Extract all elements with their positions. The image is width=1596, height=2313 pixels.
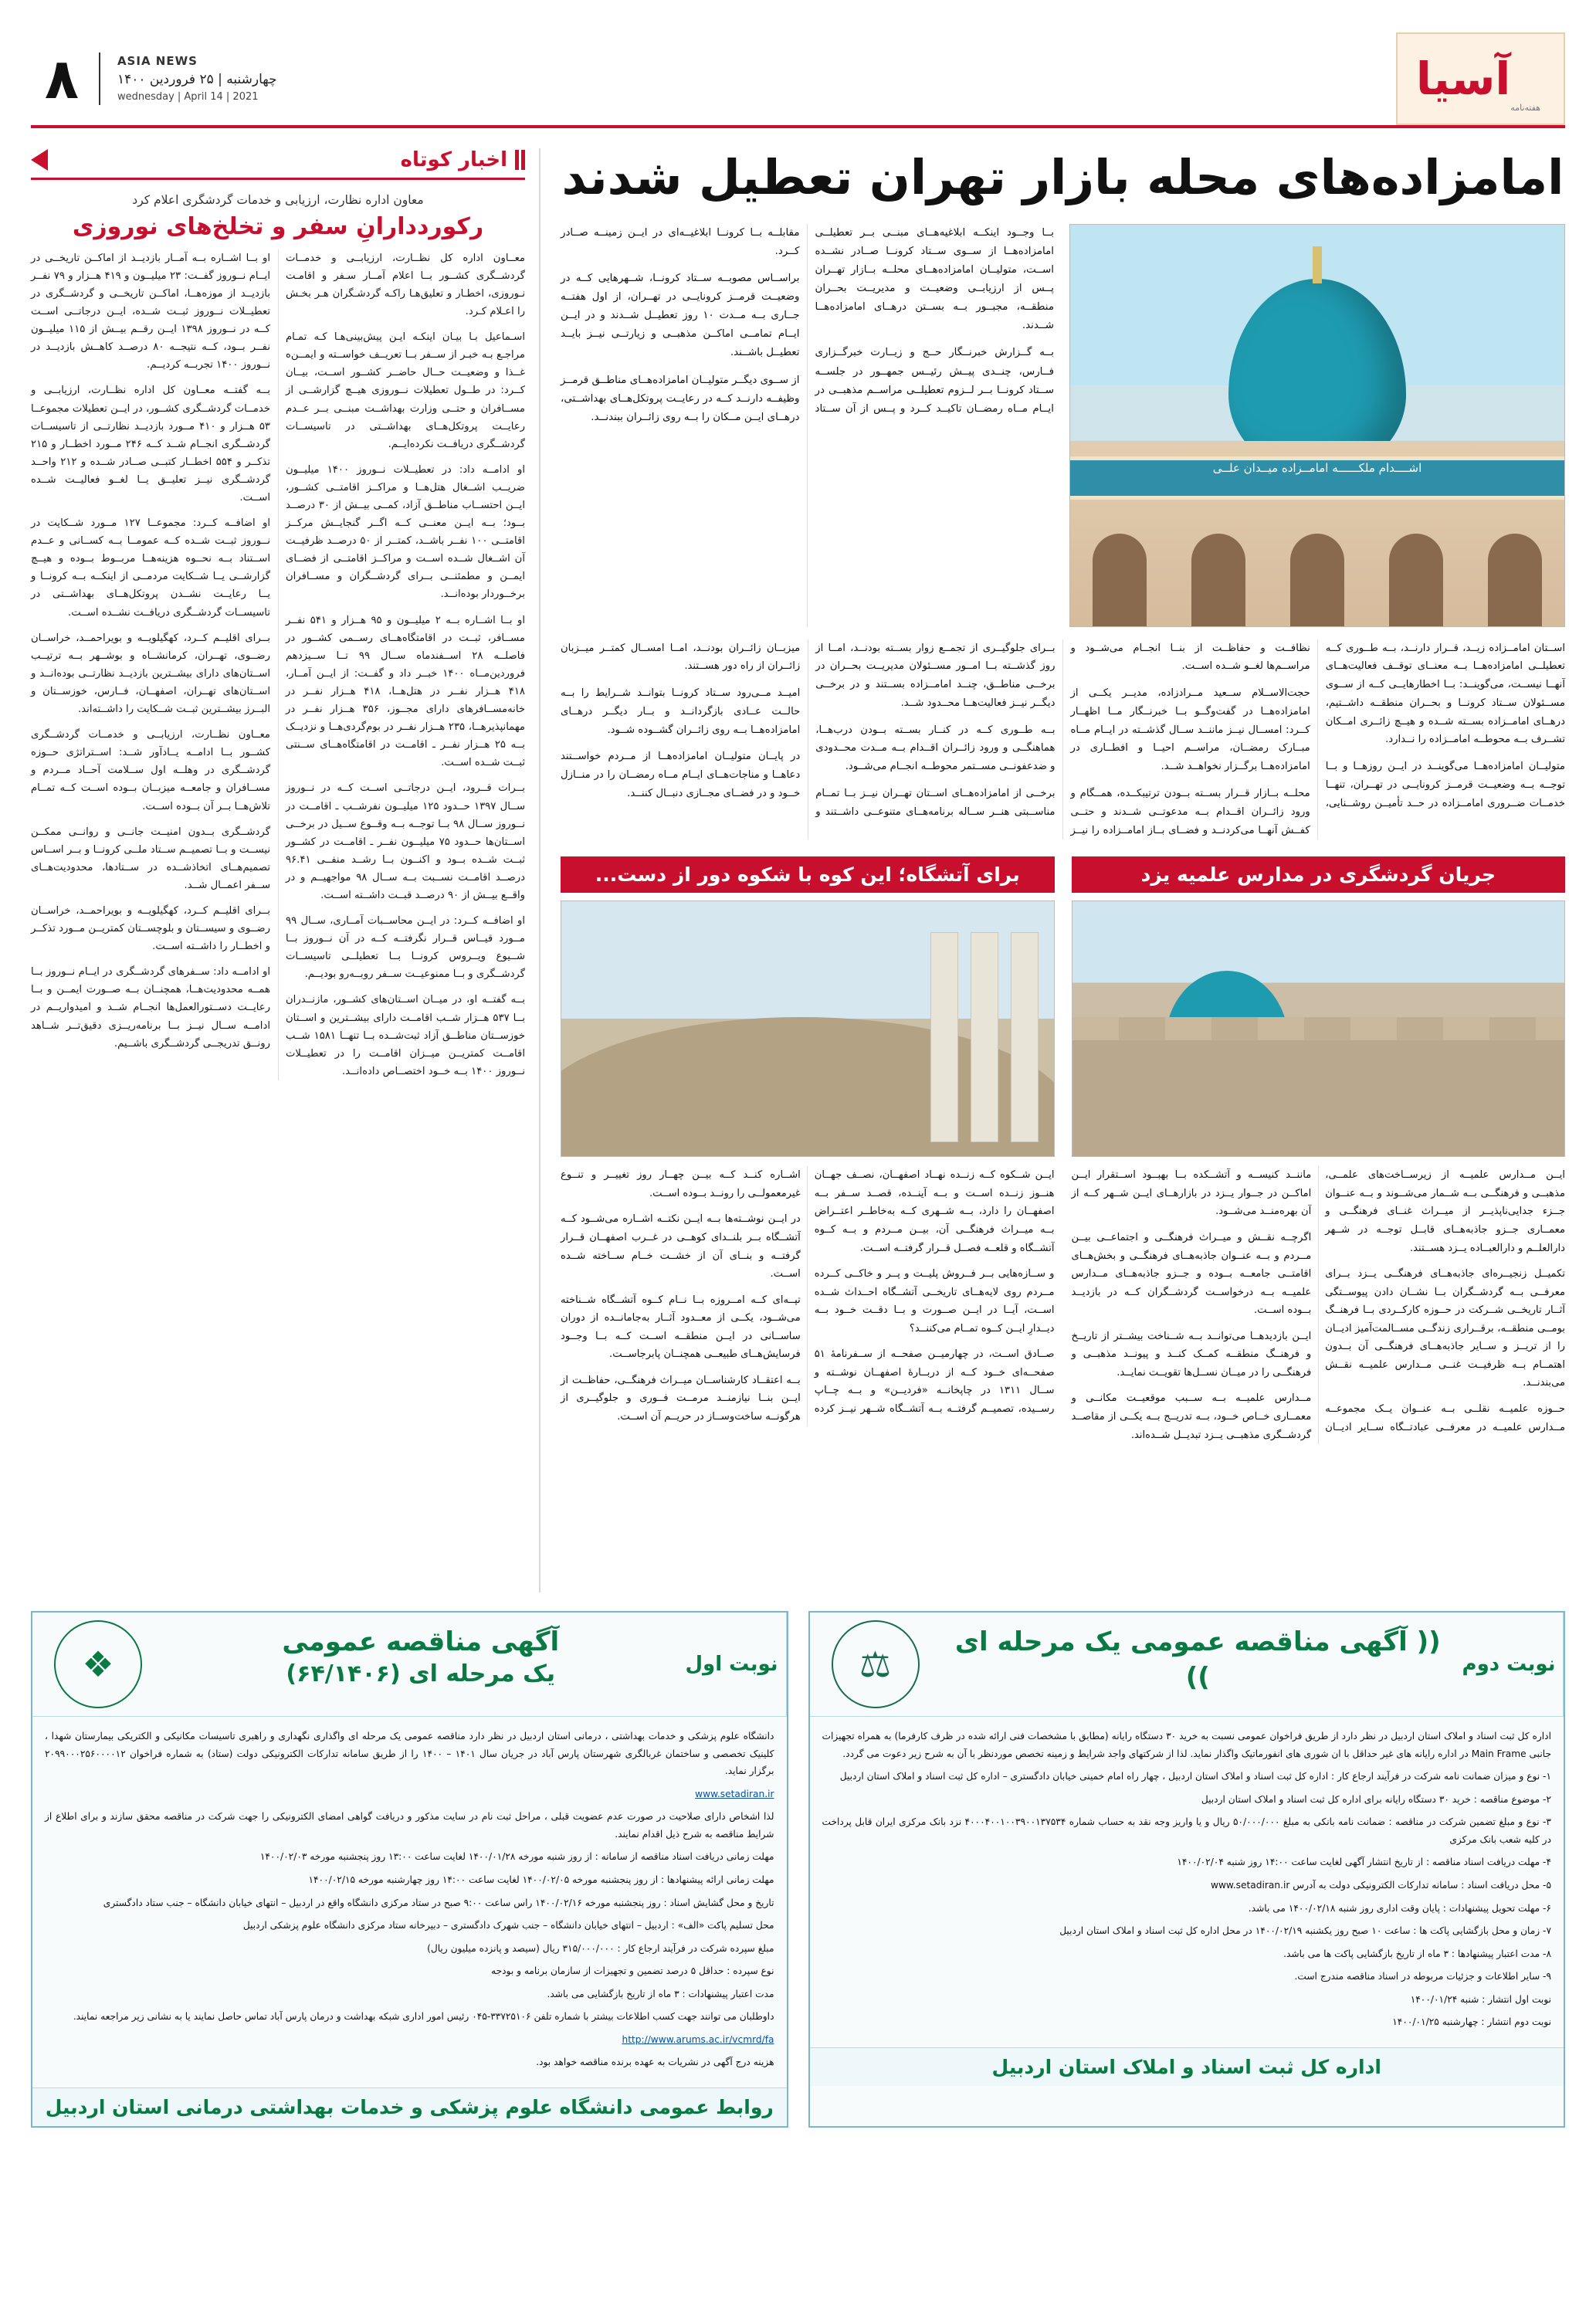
ad-para: ۹- سایر اطلاعات و جزئیات مربوطه در اسناد مناقصه مندرج است. (1294, 1971, 1551, 1982)
rail-para: بــرات قــرود، ایــن درجاتــی اســت کــه در نــوروز ســال ۱۳۹۷ حــدود ۱۲۵ میلیــون نفرشــب ـ اقامــت در نــوروز ســال ۹۸ بــا توجــه بــه وقــوع ســیل در برخــی اســتان‌ها حــدود ۷۵ میلیــون نفــر ـ اقامــت در کشــور ثبــت شــده بــود و اکنــون بــا رشــد منفــی ۹۶.۴۱ درصــد اقامــت نســبت بــه ســال ۹۸ مواجهیــم و در واقــع بیــش از ۹۰ درصــد قبــت داشــته اســت. (286, 782, 526, 901)
lead-article (561, 224, 1565, 627)
ad-round-label: نوبت دوم (1455, 1613, 1564, 1716)
english-title: ASIA NEWS (117, 54, 198, 69)
english-date: wednesday | April 14 | 2021 (117, 91, 259, 103)
masthead-right (31, 32, 277, 125)
story-para: ایــن شــکوه کــه زنــده نهــاد اصفهــان، نصــف جهــان هنــوز زنــده اســت و بــه آینــده، قصــد ســفر بــه اصفهــان را دارد، بــه شــهری کــه به‌خاطــر اعتــراض بــه میــراث فرهنگــی آن، بیــن مــردم و بــه کــوه آتشــگاه و قلعــه فصــل قــرار گرفتــه اســت. (814, 1169, 1055, 1254)
story-para: در ایــن نوشــته‌ها بــه ایــن نکتــه اشــاره می‌شــود کــه آتشــگاه بــر بلنــدای کوهــی در غــرب اصفهــان قــرار گرفتــه و بنــای آن از خشــت خــام ســاخته شــده اســت. (561, 1213, 801, 1280)
lead-para: اســتان امامــزاده زیــد، قــرار دارنــد، بــه طــوری کــه تعطیلــی امامزاده‌هــا بــه معنــای توقــف فعالیت‌هــای آنهــا نیســت، می‌گوینــد: بــا اخطارهایــی کــه از ســوی مســئولان ســتاد کرونــا و بحــران منطقــه داشــتیم، درهــای امامــزاده بســته شــده و هیــچ زائــری امــکان تشــرف بــه محوطــه امامــزاده را نــدارد. (1325, 642, 1565, 746)
setadiran-link[interactable]: www.setadiran.ir (695, 1788, 774, 1799)
lead-continuation (561, 639, 1565, 840)
rail-para: معــاون اداره کل نظــارت، ارزیابــی و خدمــات گردشــگری کشــور بــا اعلام آمــار سـفر و اقامـت نـوروزی، اخطـار و تعلیق‌هـا راکـه گردشـگران هـر بخـش را اعـلام کـرد. (286, 252, 525, 318)
rail-para: اسـماعیل بـا بیـان اینکـه ایـن پیش‌بینی‌هـا کـه تمـام مراجـع بـه خبـر از ســفر بــا تعریــف خواســته و ایمــن‌ه غــذا و وضعیــت حــال حاضــر کشــور اســت، بیــان کــرد: در طــول تعطیلات نــوروزی هیــچ گزارشــی از مســافران و حتــی وزارت بهداشــت مبنــی بــر عــدم رعایــت پروتکل‌هــای بهداشــتی در تاسیســات گردشــگری دریافــت نکرده‌ایــم. (286, 331, 525, 450)
rail-para: او بــا اشــاره بــه آمــار بازدیــد از اماکــن تاریخــی در ایــام نــوروز گفــت: ۲۳ میلیــون و ۴۱۹ هــزار و ۷۹ نفــر بازدیــد از موزه‌هــا، اماکــن تاریخــی و گردشــگری در تعطیــلات نــوروز ثبــت شــده، ایــن درجاتــی اســت کــه در نــوروز ۱۳۹۸ ایــن رقــم بیــش از ۱۱۵ میلیــون نفــر بــود، کــه نتیجــه ۸۰ درصــد کاهــش بازدیــد در نــوروز ۱۴۰۰ تجربــه کردیــم. (31, 252, 270, 371)
rail-kicker: معاون اداره نظارت، ارزیابی و خدمات گردشگری اعلام کرد (132, 193, 424, 207)
ad-para: تاریخ و محل گشایش اسناد : روز پنجشنبه مورخه ۱۴۰۰/۰۲/۱۶ راس ساعت ۹:۰۰ صبح در ستاد مرکزی دانشگاه واقع در اردبیل – انتهای خیابان دانشگاه – جنب ستاد دادگستری (103, 1897, 774, 1908)
logo-wordmark: آسیا (1415, 53, 1511, 105)
ad-title (164, 1613, 678, 1716)
ad-para (45, 2031, 774, 2049)
story-para: تپــه‌ای کــه امــروزه بــا نــام کــوه آتشــگاه شــناخته می‌شــود، یکــی از معــدود آثــار به‌جامانــده از دوران ساســانی در ایــن منطقــه اســت کــه بــا وجــود فرسایش‌هــای طبیعــی همچنــان پابرجاســت. (561, 1294, 801, 1361)
ad-para: ۲- موضوع مناقصه : خرید ۳۰ دستگاه رایانه برای اداره کل ثبت اسناد و املاک استان اردبیل (1201, 1793, 1551, 1805)
columns-shape (930, 932, 1039, 1142)
photo-caption: اشــــدام ملکــــــه امامــزاده میــدان علــی (1212, 460, 1422, 475)
lead-para: برخــی از امامزاده‌هــای اســتان تهــران نیــز بــا تمــام مناســبتی هنــر ســاله برنامه‌هــای متنوعــی داشــتند و میزبــان زائــران بودنــد، امــا امســال کمتــر میــزبان زائــران از راه دور هســتند. (561, 642, 1056, 818)
lead-headline: امامزاده‌های محله بازار تهران تعطیل شدند (561, 149, 1564, 205)
ad-title-line1: آگهی مناقصه عمومی (282, 1626, 560, 1657)
ad-para: مهلت زمانی ارائه پیشنهادها : از روز پنجشنبه مورخه ۱۴۰۰/۰۲/۰۵ لغایت ساعت ۱۴:۰۰ روز چهارشنبه مورخه ۱۴۰۰/۰۲/۱۵ (308, 1874, 774, 1885)
ad-para: لذا اشخاص دارای صلاحیت در صورت عدم عضویت قبلی ، مراحل ثبت نام در سایت مذکور و دریافت گواهی امضای الکترونیکی را جهت شرکت در مناقصه محقق سازند و برای اطلاع از شرایط مناقصه به شرح ذیل اقدام نمایند. (45, 1811, 774, 1840)
persian-date: چهارشنبه | ۲۵ فروردین ۱۴۰۰ (117, 71, 277, 87)
ad-para: محل تسلیم پاکت «الف» : اردبیل – انتهای خیابان دانشگاه – جنب شهرک دادگستری – دبیرخانه ستاد مرکزی دانشگاه علوم پزشکی اردبیل (242, 1920, 774, 1931)
rail-para: معــاون نظــارت، ارزیابــی و خدمــات گردشــگری کشــور بــا ادامــه یــادآور شــد: اســتراتژی حــوزه گردشــگری در وهلــه اول ســلامت آحــاد مــردم و مســافران و جامعــه میزبــان بــوده اســت کــه تمــام تلاش‌هــا بــر آن بــوده اســت. (31, 729, 270, 812)
lead-para: بــه گــزارش خبرنــگار حــج و زیــارت خبرگــزاری فــارس، چنــدی پیــش رئیــس جمهــور در جلســه ســتاد کرونــا بــر لــزوم تعطیلــی مراســم مذهبــی در ایــام مــاه رمضــان تاکیــد کــرد و پــس از آن ســتاد مقابلــه بــا کرونــا ابلاغیــه‌ای در ایــن زمینــه صــادر کــرد. (561, 226, 1054, 415)
lead-para: حجت‌الاســلام ســعید مــرادزاده، مدیــر یکــی از امامزاده‌هــا در گفت‌وگــو بــا خبرنــگار مــا اظهــار کــرد: امســال نیــز ماننــد ســال گذشــته در ایــام مــاه مبــارک رمضــان، مراســم احیــا و افطــاری در امامزاده‌هــا برگــزار نخواهــد شــد. (1070, 687, 1310, 773)
story-para: صــادق اســت، در چهارمیــن صفحــه از ســفرنامهٔ ۵۱ صفحــه‌ای خــود کــه از دربــارهٔ اصفهــان نوشــته و ســال ۱۳۱۱ در چاپخانــه «فردیــن» و بــه چــاپ رســیده، تصمیــم گرفتــه بــه آتشــگاه شــهر نیــز کرده اشــاره کنــد کــه بیــن چهــار روز تغییــر و تنــوع غیرمعمولــی را رونــد بــوده اســت. (561, 1169, 1055, 1416)
ad-sabt-asnad (808, 1611, 1566, 2128)
lead-para: بــا وجــود اینکــه ابلاغیه‌هــای مبنــی بــر تعطیلــی امامزاده‌هــا از ســوی ســتاد کرونــا صــادر نشــده اســت، متولیــان امامزاده‌هــای محلــه بــازار تهــران پــس از ارزیابــی وضعیــت و مدیریــت بحــران منطقــه، مجبــور بــه بســتن درهــای امامزاده‌هــا شــدند. (815, 226, 1054, 332)
ad-para: نوبت اول انتشار : شنبه ۱۴۰۰/۰۱/۲۴ (1410, 1993, 1551, 2005)
rail-para: او اضافــه کــرد: مجموعــا ۱۲۷ مــورد شــکایت در نــوروز ثبــت شــده کــه عمومــا بــه کســانی و عــدم اســتناد بــه نحــوه هزینه‌هــا مربــوط بــوده و هیــچ گزارشــی یــا شــکایت مردمــی از اینکــه بــه کرونــا و یــا رعایــت نشــدن پروتکل‌هــای بهداشــتی در تاسیســات گردشــگری دریافــت نشــده اســت. (31, 517, 271, 619)
story-body (561, 1166, 1055, 1426)
ad-header (32, 1613, 787, 1717)
ad-para: مدت اعتبار پیشنهادات : ۳ ماه از تاریخ بازگشایی می باشد. (547, 1988, 774, 1999)
publication-logo (1396, 32, 1565, 125)
ad-para: مهلت زمانی دریافت اسناد مناقصه از سامانه : از روز شنبه مورخه ۱۴۰۰/۰۱/۲۸ لغایت ساعت ۱۳:۰۰ روز پنجشنبه مورخه ۱۴۰۰/۰۲/۰۳ (259, 1851, 774, 1863)
ad-para: اداره کل ثبت اسناد و املاک استان اردبیل در نظر دارد از طریق فراخوان عمومی نسبت به خرید ۳۰ دستگاه رایانه (مطابق با مشخصات فنی ارائه شده در ظرف کارفرما) به همراه تجهیزات جانبی Main Frame در اداره رایانه های غیر حداقل با ان شوری های انفورماتیک واگذار نماید. لذا از شرکتهای واجد شرایط و زمینه تخصص موردنظر با آن به شرح زیر دعوت می گردد. (822, 1731, 1551, 1759)
arums-link[interactable]: http://www.arums.ac.ir/vcmrd/fa (622, 2033, 774, 2045)
justice-scales-icon: ⚖ (832, 1620, 920, 1708)
rail-para: بــه گفتــه معــاون کل اداره نظــارت، ارزیابــی و خدمــات گردشــگری کشــور، در ایــن تعطیلات مجموعــا ۵۳ هــزار و ۴۱۰ مــورد بازدیــد نظارتــی از تاسیســات گردشــگری انجــام شــد کــه ۲۴۶ مــورد اخطــار و ۲۱۵ تذکــر و ۵۵۴ اخطــار کتبــی صــادر شــده و ۲۱۲ واحــد گردشــگری نیــز تعلیــق یــا لغــو فعالیــت شــده اســت. (31, 385, 271, 504)
lead-photo-wrap (1071, 224, 1565, 627)
main-column (561, 148, 1565, 1592)
rail-para: او ادامــه داد: ســفرهای گردشــگری در ایــام نــوروز بــا همــه محدودیت‌هــا، همچنــان بــه صــورت ایمــن و بــا رعایــت دســتورالعمل‌ها انجــام شــد و امیدواریــم در ادامــه ســال نیــز بــا برنامه‌ریــزی دقیق‌تــر شــاهد رونــق تدریجــی گردشــگری باشــیم. (31, 966, 270, 1050)
masthead-spacer (277, 32, 1396, 125)
date-block (99, 53, 277, 105)
secondary-stories (561, 856, 1565, 1444)
section-bars-icon (515, 150, 525, 170)
ad-footer: اداره کل ثبت اسناد و املاک استان اردبیل (810, 2047, 1564, 2086)
rail-para: گردشــگری بــدون امنیــت جانــی و روانــی ممکــن نیســت و بــا تصمیــم ســتاد ملــی کرونــا و بــر اســاس تصمیم‌هــای اتخاذشــده در ســتادها، محدودیت‌هــای ســفر اعمــال شــد. (31, 826, 270, 891)
lead-text (561, 224, 1054, 627)
newspaper-page (0, 32, 1596, 2313)
story-yazd (1072, 856, 1566, 1444)
ad-seal-wrap (32, 1613, 164, 1716)
short-news-rail (31, 148, 540, 1592)
ad-seal-wrap (810, 1613, 941, 1716)
story-fire-temple (561, 856, 1055, 1444)
rail-para: بــرای اقلیــم کــرد، کهگیلویــه و بویراحمــد، خراســان رضــوی، تهــران، کرمانشــاه و بوشــهر بــه ترتیــب اســتان‌های دارای بیشــترین بازدیــد نظارتــی بوده‌انــد و اســتان‌های تهــران، اصفهــان، فــارس، خوزســتان و البــرز بیشــترین ثبــت شــکایت را داشــته‌اند. (31, 632, 270, 716)
story-para: اگرچــه نقــش و میــراث فرهنگــی و اجتماعــی بیــن مــردم و بــه عنــوان جاذبه‌هــای فرهنگــی و بخش‌هــای اقامتــی جامعــه بــوده و جــزو جاذبه‌هــای مــدارس علمیــه بــه درخواســت گردشــگران کــه در بازدیــد بــوده اســت. (1071, 1231, 1312, 1317)
page-content (31, 148, 1565, 1592)
mosque-photo (1069, 224, 1565, 627)
rail-body (31, 249, 525, 1080)
page-number: ۸ (45, 46, 79, 111)
ad-para: ۶- مهلت تحویل پیشنهادات : پایان وقت اداری روز شنبه ۱۴۰۰/۰۲/۱۸ می باشد. (1248, 1902, 1551, 1914)
logo-subtitle: هفته‌نامه (1510, 103, 1541, 113)
story-para: و ســازه‌هایی بــر فــروش پلیــت و پــر و خاکــی کــرده مــردم روی لایه‌هــای تاریخــی آتشــگاه احــداث شــده اســت، آیــا در ایــن صــورت و بــا دقــت خــود بــه دیــدارِ ایــن کــوه تمــام می‌کننــد؟ (814, 1268, 1055, 1335)
lead-para: محلــه بــازار قــرار بســته بــودن ترتیبکــده، همــگام و ورود زائــران اقــدام بــه مدعوتــی شــدند و حتــی کفــش آنهــا می‌کردنــد و فضــای بــاز امامــزاده را نیــز بــرای جلوگیــری از تجمــع زوار بســته بودنــد، امــا از روز گذشــته بــا امــور مســئولان مدیریــت بحــران در برخــی مناطــق، چنــد امامــزاده بســتند و در برخــی دیگــر نیــز فعالیت‌هــا محــدود شــد. (815, 642, 1310, 836)
lead-para: براســاس مصوبــه ســتاد کرونــا، شــهرهایی کــه در وضعیــت قرمــز کرونایــی در تهــران، از اول هفتــه جــاری بــه مــدت ۱۰ روز تعطیــل شــدند و در ایــن ایــام تمامــی اماکــن مذهبــی و زیارتــی نیــز بایــد تعطیــل باشــند. (561, 272, 800, 359)
ad-para: نوبت دوم انتشار : چهارشنبه ۱۴۰۰/۰۱/۲۵ (1392, 2016, 1551, 2028)
arches-shape (1070, 510, 1564, 626)
rail-para: بــرای اقلیــم کــرد، کهگیلویــه و بویراحمــد، خراســان رضــوی و سیســتان و بلوچســتان کمتریــن مــورد تذکــر و اخطــار را داشــته اســت. (31, 904, 270, 953)
story-title: جریان گردشگری در مدارس علمیه یزد (1072, 856, 1566, 893)
ad-para: ۸- مدت اعتبار پیشنهادها : ۳ ماه از تاریخ بازگشایی پاکت ها می باشد. (1283, 1948, 1551, 1959)
ad-para: دانشگاه علوم پزشکی و خدمات بهداشتی ، درمانی استان اردبیل در نظر دارد مناقصه عمومی یک مرحله ای واگذاری نگهداری و راهبری تاسیسات مکانیکی و الکتریکی بیمارستان شهدا ، کلینیک تخصصی و ساختمان غربالگری شهرستان پارس آباد در جریان سال ۱۴۰۱ – ۱۴۰۰ را از طریق سامانه تدارکات الکترونیکی دولت (ستاد) به شماره فراخوان ۲۰۹۹۰۰۰۲۵۶۰۰۰۰۱۲ برگزار نماید. (45, 1731, 774, 1777)
ad-para: ۷- زمان و محل بازگشایی پاکت ها : ساعت ۱۰ صبح روز یکشنبه ۱۴۰۰/۰۲/۱۹ در محل اداره کل ثبت اسناد و املاک استان اردبیل (1059, 1925, 1551, 1937)
rail-para: او بــا اشــاره بــه ۲ میلیــون و ۹۵ هــزار و ۵۴۱ نفــر مســافر، ثبــت در اقامتگاه‌هــای رســمی کشــور در فاصلــه ۲۸ اســفندماه ســال ۹۹ تــا ســیزدهم فروردین‌مــاه ۱۴۰۰ خبــر داد و گفــت: از ایــن آمــار، ۴۱۸ هــزار نفــر در هتل‌هــا، ۴۱۸ هــزار نفــر در خانه‌مســافرهای دارای مجــوز، ۳۵۶ هــزار نفــر در مهمانپذیرهــا، ۲۳۵ هــزار نفــر در بوم‌گردی‌هــا و نزدیــک بــه ۲۵ هــزار نفــر ـ اقامــت در اقامتگاه‌هــای ســنتی ثبــت شــده اســت. (286, 614, 526, 769)
ad-medical-university (31, 1611, 788, 2128)
yazd-photo (1072, 900, 1566, 1157)
ad-para: هزینه درج آگهی در نشریات به عهده برنده مناقصه خواهد بود. (536, 2057, 774, 2068)
ad-para: داوطلبان می توانند جهت کسب اطلاعات بیشتر با شماره تلفن ۳۳۷۲۵۱۰۶-۰۴۵ رئیس امور اداری شبکه بهداشت و درمان پارس آباد تماس حاصل نمایند یا به نشانی زیر مراجعه نمایند. (73, 2011, 774, 2023)
lead-para: در پایــان متولیــان امامزاده‌هــا از مــردم خواســتند دعاهــا و مناجات‌هــای ایــام مــاه رمضــان را در منــازل خــود و در فضــای مجــازی دنبــال کننــد. (561, 751, 801, 799)
ad-title (941, 1613, 1455, 1716)
story-para: ایــن بازدیدهــا می‌توانــد بــه شــناخت بیشــتر از تاریــخ و فرهنــگ منطقــه کمــک کنــد و پیونــد مذهبــی و فرهنگــی را در میــان نســل‌ها تقویــت نمایــد. (1071, 1330, 1312, 1379)
rail-para: بــه گفتــه او، در میــان اســتان‌های کشــور، مازنــدران بــا ۵۳۷ هــزار شــب اقامــت دارای بیشــترین و اســتان خوزســتان مناطــق آزاد ثبت‌شــده بــا تنهــا ۱۵۸۱ شــب اقامــت کمتریــن میــزان اقامــت را در تعطیــلات نــوروز ۱۴۰۰ بــه خــود اختصــاص داده‌انــد. (286, 994, 525, 1077)
classified-ads (31, 1611, 1565, 2128)
lead-para: امیــد مــی‌رود ســتاد کرونــا بتوانــد شــرایط را بــه حالــت عــادی بازگردانــد و بــار دیگــر درهــای امامزاده‌هــا بــه روی زائــران گشــوده شــود. (561, 687, 801, 736)
section-title: اخبار کوتاه (400, 148, 507, 171)
rail-headline: رکورددارانِ سفر و تخلخ‌های نوروزی (72, 212, 484, 240)
story-para: بــه اعتقــاد کارشناســان میــراث فرهنگــی، حفاظــت از ایــن بنــا نیازمنــد مرمــت فــوری و جلوگیــری از هرگونــه ساخت‌وســاز در حریــم آن اســت. (561, 1374, 801, 1423)
ad-para (45, 1786, 774, 1803)
story-para: ایــن مــدارس علمیــه از زیرســاخت‌های علمــی، مذهبــی و فرهنگــی بــه شــمار می‌شــوند و بــه عنــوان جــزء جدایی‌ناپذیــر از میــراث غنــای فرهنگــی و معمــاری جــزو جاذبه‌هــای قابــل توجــه در شــهر دارالعلــم و دارالعبــاده یــزد هســتند. (1325, 1169, 1565, 1254)
ad-para (822, 1877, 1552, 1894)
story-title: برای آتشگاه؛ این کوه با شکوه دور از دست... (561, 856, 1055, 893)
ad-para: مبلغ سپرده شرکت در فرآیند ارجاع کار : ۳۱۵/۰۰۰/۰۰۰ ریال (سیصد و پانزده میلیون ریال) (427, 1942, 774, 1954)
rail-para: او ادامــه داد: در تعطیــلات نــوروز ۱۴۰۰ میلیــون ضریــب اشــغال هتل‌هــا و مراکــز اقامتــی کشــور، ایــن احتســاب مناطــق آزاد، کمــی بیــش از ۳۰ درصــد بــود؛ بــه ایــن معنــی کــه اگــر گنجایــش مرکــز اقامتــی ۱۰۰ نفــر باشــد، کمتــر از ۵۰ درصــد ظرفیــت آن اشــغال شــده اســت و مراکــز اقامتــی از فضــای ایمــن و مطمئنــی بــرای گردشــگران و مســافران برخــوردار بوده‌انــد. (286, 463, 525, 601)
story-para: مــدارس علمیــه بــه ســبب موقعیــت مکانــی و معمــاری خــاص خــود، بــه تدریــج بــه یکــی از مقاصــد گردشــگری مذهبــی یــزد تبدیــل شــده‌اند. (1071, 1392, 1312, 1441)
ad-body (810, 1717, 1564, 2047)
ad-footer: روابط عمومی دانشگاه علوم پزشکی و خدمات بهداشتی درمانی استان اردبیل (32, 2087, 787, 2126)
ad-para: ۴- مهلت دریافت اسناد مناقصه : از تاریخ انتشار آگهی لغایت ساعت ۱۴:۰۰ روز شنبه ۱۴۰۰/۰۲/۰۴ (1177, 1857, 1551, 1868)
masthead (31, 32, 1565, 128)
rail-para: او اضافــه کــرد: در ایــن محاســبات آمــاری، ســال ۹۹ مــورد قیــاس قــرار نگرفتــه کــه در آن نــوروز بــا شــیوع ویــروس کرونــا بــا تعطیلــی تاسیســات گردشــگری و بــا ممنوعیــت ســفر روبــه‌رو بودیــم. (286, 915, 525, 981)
story-para: حــوزه علمیــه نقلــی بــه عنــوان یــک مجموعــه مــدارس علمیــه در معرفــی عبادتــگاه ســایر ادیــان ماننــد کنیســه و آتشــکده بــا بهبــود اســتقرار ایــن اماکــن در جــوار یــزد در بازارهــای ایــن شــهر کــه از آن بهره‌منــد می‌شــود. (1071, 1169, 1565, 1433)
ad-para-text: ۵- محل دریافت اسناد : سامانه تدارکات الکترونیکی دولت به آدرس www.setadiran.ir (1211, 1879, 1551, 1891)
story-body (1072, 1166, 1566, 1444)
ad-para: نوع سپرده : حداقل ۵ درصد تضمین و تجهیزات از سازمان برنامه و بودجه (491, 1965, 774, 1977)
ad-para: ۳- نوع و مبلغ تضمین شرکت در مناقصه : ضمانت نامه بانکی به مبلغ ۵۰/۰۰۰/۰۰۰ ریال و یا واریز وجه نقد به حساب شماره ۴۰۰۰۴۰۰۱۰۰۳۹۰۰۱۳۷۵۳۴ نزد بانک مرکزی ایران قابل پرداخت در کلیه شعب بانک مرکزی (822, 1816, 1551, 1845)
lead-para: از ســوی دیگــر متولیــان امامزاده‌هــای مناطــق قرمــز وظیفــه دارنــد کــه در رعایــت پروتکل‌هــای بهداشــتی، درهــای ایــن مــکان را بــه روی زائــران ببندنــد. (561, 374, 800, 423)
ad-round-label: نوبت اول (678, 1613, 787, 1716)
story-para: تکمیــل زنجیــره‌ای جاذبه‌هــای فرهنگــی یــزد بــرای معرفــی بــه گردشــگران بــا نشــان دادن پیوســتگی آثــار تاریخــی شــرکت در حــوزه کارکــردی بــا فرهنــگ بومــی منطقــه، برقــراری زندگــی مســالمت‌آمیز ادیــان را از تریــز و ســایر جاذبه‌هــای فرهنگــی آن بــدون اهتمــام بــه ظرفیــت غنــی مــدارس علمیــه نقــش می‌بندنــد. (1325, 1268, 1565, 1389)
ad-title-line2: یک مرحله ای (۶۴/۱۴۰۶) (286, 1660, 556, 1687)
rail-header (31, 148, 525, 180)
ad-header (810, 1613, 1564, 1717)
arrow-icon (31, 149, 48, 171)
lead-para: بــه طــوری کــه در کنــار بســته بــودن درب‌هــا، هماهنگــی و ورود زائــران اقــدام بــه مــدت محــدودی و ضدعفونــی مســتمر محوطــه انجــام می‌شــود. (815, 724, 1056, 773)
lead-para: متولیــان امامزاده‌هــا می‌گوینــد در ایــن روزهــا و بــا توجــه بــه وضعیــت قرمــز کرونایــی در تهــران، تنهــا خدمــات ضــروری امامــزاده در حــد تأمیــن روشــنایی، نظافــت و حفاظــت از بنــا انجــام می‌شــود و مراســم‌ها لغــو شــده اســت. (1070, 642, 1565, 809)
ad-body (32, 1717, 787, 2087)
university-emblem-icon: ❖ (54, 1620, 142, 1708)
ad-title-line1: (( آگهی مناقصه عمومی یک مرحله ای )) (954, 1626, 1441, 1693)
fire-temple-photo (561, 900, 1055, 1157)
ad-para: ۱- نوع و میزان ضمانت نامه شرکت در فرآیند ارجاع کار : اداره کل ثبت اسناد و املاک استان اردبیل ، چهار راه امام خمینی خیابان دادگستری – اداره کل ثبت اسناد و املاک استان اردبیل (839, 1771, 1551, 1782)
wall-shape (1072, 1040, 1565, 1156)
